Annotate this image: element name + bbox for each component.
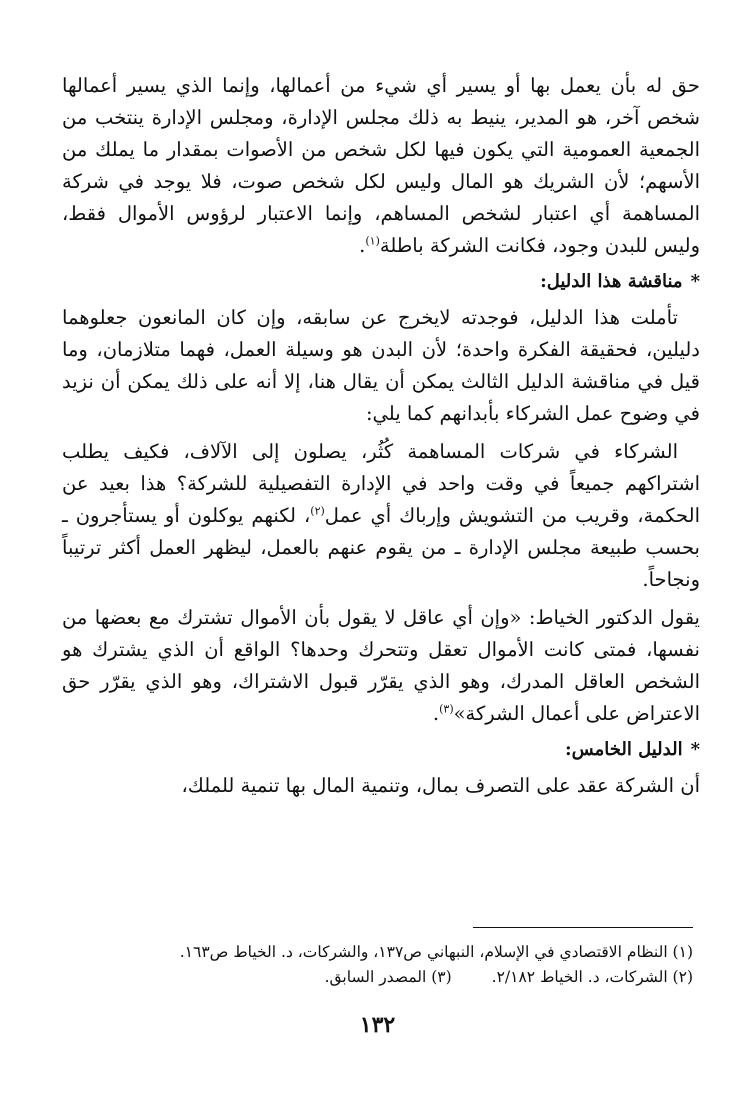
section-heading-fifth-evidence bbox=[62, 734, 700, 766]
paragraph-text: ، لكنهم يوكلون أو يستأجرون ـ بحسب طبيعة مجلس الإدارة ـ من يقوم عنهم بالعمل، ليظهر العمل أكثر ترتيباً ونجاحاً. bbox=[62, 504, 700, 591]
heading-text: الدليل الخامس: bbox=[565, 739, 683, 760]
paragraph-text: حق له بأن يعمل بها أو يسير أي شيء من أعمالها، وإنما الذي يسير أعمالها شخص آخر، هو المدير، ينيط به ذلك مجلس الإدارة، ومجلس الإدارة ينتخب من الجمعية العمومية التي يكون فيها لكل شخص من الأصوات بمقدار ما يملك من الأسهم؛ لأن الشريك هو المال وليس لكل شخص صوت، فلا يوجد في شركة المساهمة أي اعتبار لشخص المساهم، وإنما الاعتبار لرؤوس الأموال فقط، وليس للبدن وجود، فكانت الشركة باطلة bbox=[62, 74, 700, 257]
paragraph-continuation bbox=[62, 70, 700, 262]
paragraph-fifth-evidence: أن الشركة عقد على التصرف بمال، وتنمية المال بها تنمية للملك، bbox=[181, 774, 700, 797]
asterisk-marker: * bbox=[690, 271, 700, 292]
footnote-ref-1: (١) bbox=[365, 234, 380, 248]
footnote-ref-3: (٣) bbox=[439, 702, 454, 716]
paragraph-text: يقول الدكتور الخياط: «وإن أي عاقل لا يقول بأن الأموال تشترك مع بعضها من نفسها، فمتى كانت الأموال تعقل وتتحرك وحدها؟ الواقع أن الذي يشترك هو الشخص العاقل المدرك، وهو الذي يقرّر قبول الاشتراك، وهو الذي يقرّر حق الاعتراض على أعمال الشركة» bbox=[62, 606, 700, 725]
footnotes bbox=[55, 940, 693, 990]
paragraph-discussion: تأملت هذا الدليل، فوجدته لايخرج عن سابقه، وإن كان المانعون جعلوهما دليلين، فحقيقة الفكرة واحدة؛ لأن البدن هو وسيلة العمل، فهما متلازمان، وما قيل في مناقشة الدليل الثالث يمكن أن يقال هنا، إلا أنه على ذلك يمكن أن نزيد في وضوح عمل الشركاء بأبدانهم كما يلي: bbox=[62, 306, 700, 425]
paragraph-quote bbox=[62, 602, 700, 730]
footnote-2-3 bbox=[55, 965, 693, 990]
asterisk-marker: * bbox=[690, 739, 700, 760]
footnote-3: (٣) المصدر السابق. bbox=[324, 968, 452, 986]
footnote-1: (١) النظام الاقتصادي في الإسلام، النبهاني ص١٣٧، والشركات، د. الخياط ص١٦٣. bbox=[179, 943, 693, 961]
paragraph-end: . bbox=[432, 702, 440, 725]
paragraph-end: . bbox=[359, 234, 366, 257]
paragraph-text: الشركاء في شركات المساهمة كُثُر، يصلون إلى الآلاف، فكيف يطلب اشتراكهم جميعاً في وقت واحد في الإدارة التفصيلية للشركة؟ هذا بعيد عن الحكمة، وقريب من التشويش وإرباك أي عمل bbox=[62, 440, 700, 527]
page-body bbox=[62, 70, 700, 1080]
footnote-divider bbox=[473, 927, 693, 928]
heading-text: مناقشة هذا الدليل: bbox=[540, 271, 683, 292]
page-number: ١٣٢ bbox=[359, 1012, 396, 1038]
paragraph-partners bbox=[62, 436, 700, 596]
footnote-ref-2: (٢) bbox=[310, 504, 325, 518]
footnote-2: (٢) الشركات، د. الخياط ٢/١٨٢. bbox=[491, 968, 693, 986]
section-heading-discussion bbox=[62, 266, 700, 298]
